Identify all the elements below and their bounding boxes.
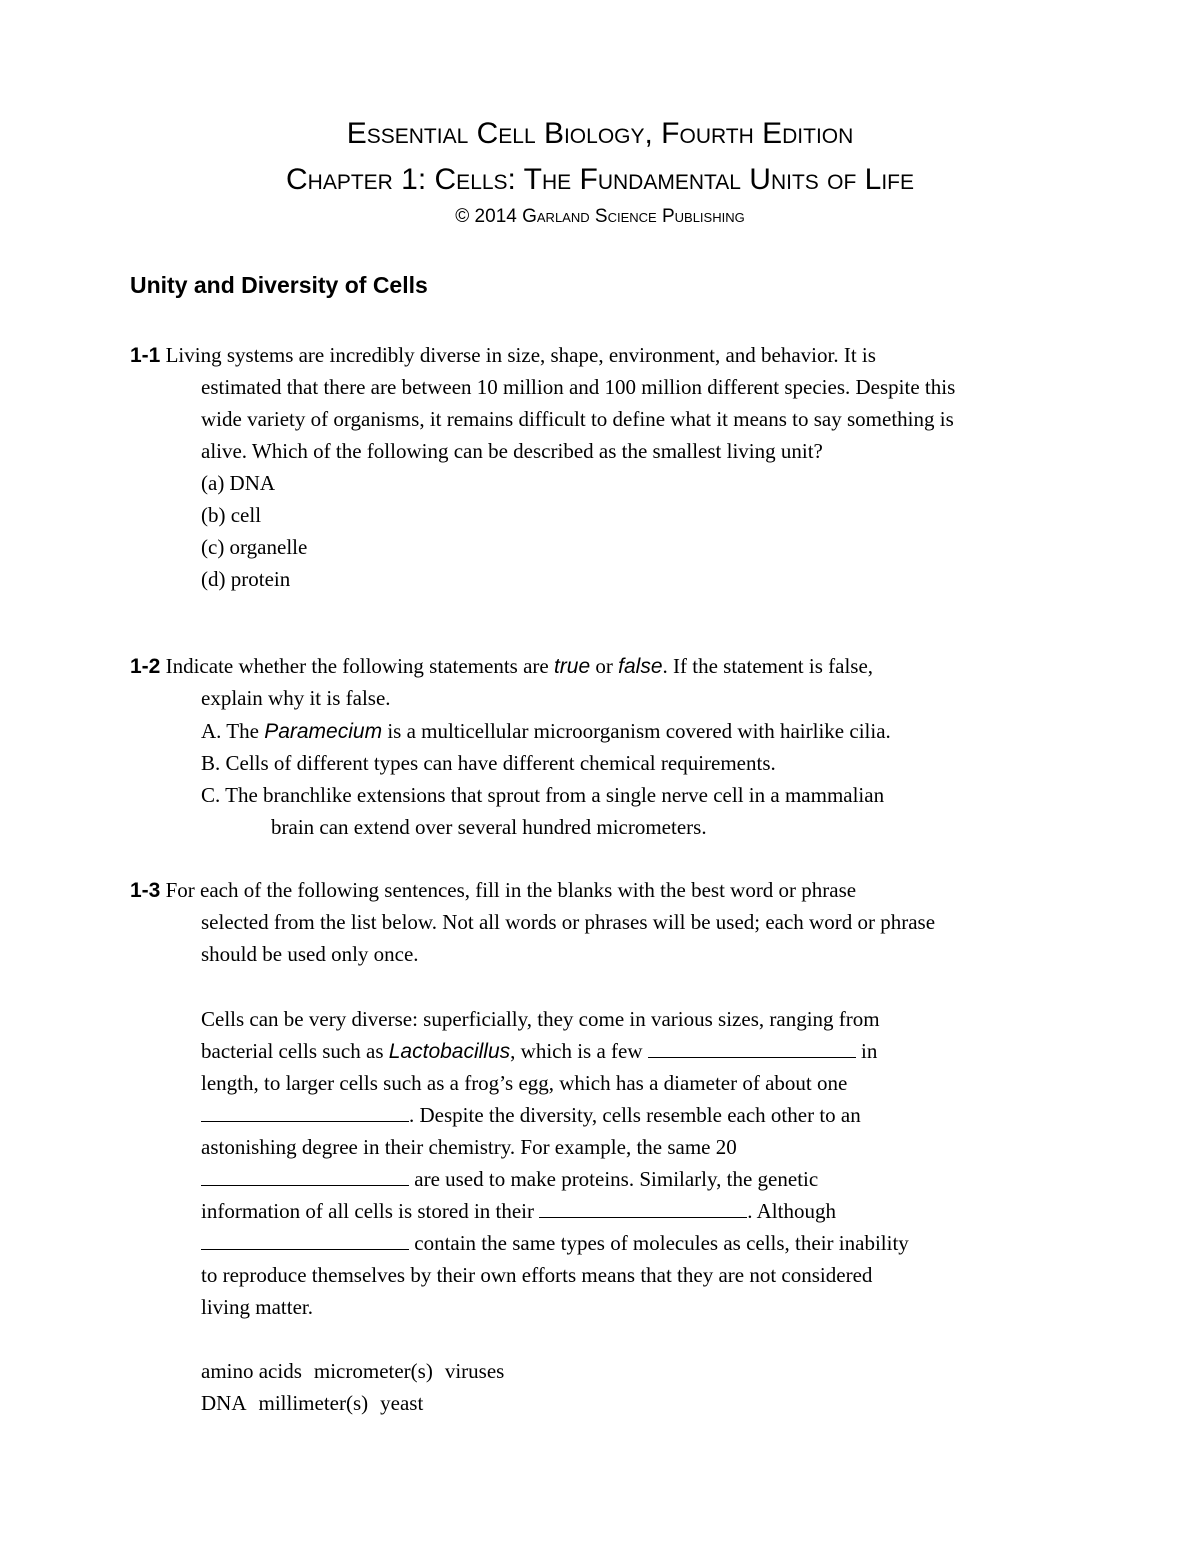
question-text-end: . If the statement is false,: [662, 654, 874, 678]
option-b: (b) cell: [201, 503, 262, 527]
paragraph-text: information of all cells is stored in their: [201, 1199, 535, 1223]
word-list-item: amino acids: [201, 1359, 302, 1383]
fill-blank-1[interactable]: [648, 1039, 856, 1058]
paragraph-text: , which is a few: [510, 1039, 643, 1063]
chapter-title: Chapter 1: Cells: The Fundamental Units of Life: [285, 163, 914, 196]
question-1-3-line-3: should be used only once.: [201, 942, 419, 966]
paragraph-text: . Despite the diversity, cells resemble each other to an: [409, 1103, 861, 1127]
statement-a-prefix: A. The: [201, 719, 259, 743]
paragraph-line-5: astonishing degree in their chemistry. For example, the same 20: [201, 1135, 737, 1159]
statement-c-line-2: brain can extend over several hundred micrometers.: [271, 815, 707, 839]
word-list-item: yeast: [380, 1391, 424, 1415]
paramecium-term: Paramecium: [264, 720, 383, 743]
statement-b: B. Cells of different types can have different chemical requirements.: [201, 751, 776, 775]
fill-blank-3[interactable]: [201, 1167, 409, 1186]
paragraph-line-7: [201, 1196, 836, 1226]
option-a: (a) DNA: [201, 471, 276, 495]
option-d: (d) protein: [201, 567, 291, 591]
paragraph-line-9: to reproduce themselves by their own efforts means that they are not considered: [201, 1263, 873, 1287]
paragraph-text: in: [861, 1039, 878, 1063]
word-list-row-2: [201, 1388, 423, 1418]
lactobacillus-term: Lactobacillus: [388, 1040, 511, 1063]
paragraph-line-6: [201, 1164, 818, 1194]
question-text: Living systems are incredibly diverse in size, shape, environment, and behavior. It is: [165, 343, 876, 367]
paragraph-text: are used to make proteins. Similarly, the genetic: [414, 1167, 819, 1191]
or-word: or: [595, 654, 613, 678]
word-list-item: millimeter(s): [258, 1391, 369, 1415]
paragraph-line-3: length, to larger cells such as a frog’s egg, which has a diameter of about one: [201, 1071, 848, 1095]
question-text: For each of the following sentences, fill in the blanks with the best word or phrase: [165, 878, 857, 902]
word-list-row-1: [201, 1356, 504, 1386]
question-1-2-line-1: [130, 651, 873, 682]
fill-blank-2[interactable]: [201, 1103, 409, 1122]
word-list-item: viruses: [444, 1359, 505, 1383]
statement-a-suffix: is a multicellular microorganism covered with hairlike cilia.: [387, 719, 891, 743]
option-c: (c) organelle: [201, 535, 308, 559]
paragraph-text: . Although: [747, 1199, 836, 1223]
question-1-1-line-3: wide variety of organisms, it remains difficult to define what it means to say something is: [201, 407, 954, 431]
question-1-2-line-2: explain why it is false.: [201, 686, 391, 710]
fill-blank-4[interactable]: [539, 1199, 747, 1218]
question-text: Indicate whether the following statements are: [165, 654, 549, 678]
question-number: 1-2: [130, 655, 161, 678]
copyright-line: © 2014 Garland Science Publishing: [455, 206, 745, 227]
paragraph-line-2: [201, 1036, 877, 1067]
question-1-1-line-4: alive. Which of the following can be described as the smallest living unit?: [201, 439, 823, 463]
question-1-3-line-1: [130, 875, 856, 906]
paragraph-line-1: Cells can be very diverse: superficially, they come in various sizes, ranging from: [201, 1007, 880, 1031]
question-1-1-line-1: [130, 340, 876, 371]
paragraph-line-10: living matter.: [201, 1295, 313, 1319]
question-number: 1-1: [130, 344, 161, 367]
question-1-3-line-2: selected from the list below. Not all words or phrases will be used; each word or phrase: [201, 910, 936, 934]
paragraph-text: contain the same types of molecules as cells, their inability: [414, 1231, 909, 1255]
question-number: 1-3: [130, 879, 161, 902]
statement-a: [201, 716, 891, 747]
false-term: false: [618, 655, 663, 678]
true-term: true: [553, 655, 591, 678]
section-title: Unity and Diversity of Cells: [130, 272, 428, 298]
word-list-item: micrometer(s): [313, 1359, 433, 1383]
paragraph-line-4: [201, 1100, 861, 1130]
word-list-item: DNA: [201, 1391, 247, 1415]
paragraph-text: bacterial cells such as: [201, 1039, 384, 1063]
book-title: Essential Cell Biology, Fourth Edition: [346, 117, 854, 150]
paragraph-line-8: [201, 1228, 909, 1258]
fill-blank-5[interactable]: [201, 1231, 409, 1250]
statement-c-line-1: C. The branchlike extensions that sprout from a single nerve cell in a mammalian: [201, 783, 885, 807]
question-1-1-line-2: estimated that there are between 10 million and 100 million different species. Despite this: [201, 375, 956, 399]
